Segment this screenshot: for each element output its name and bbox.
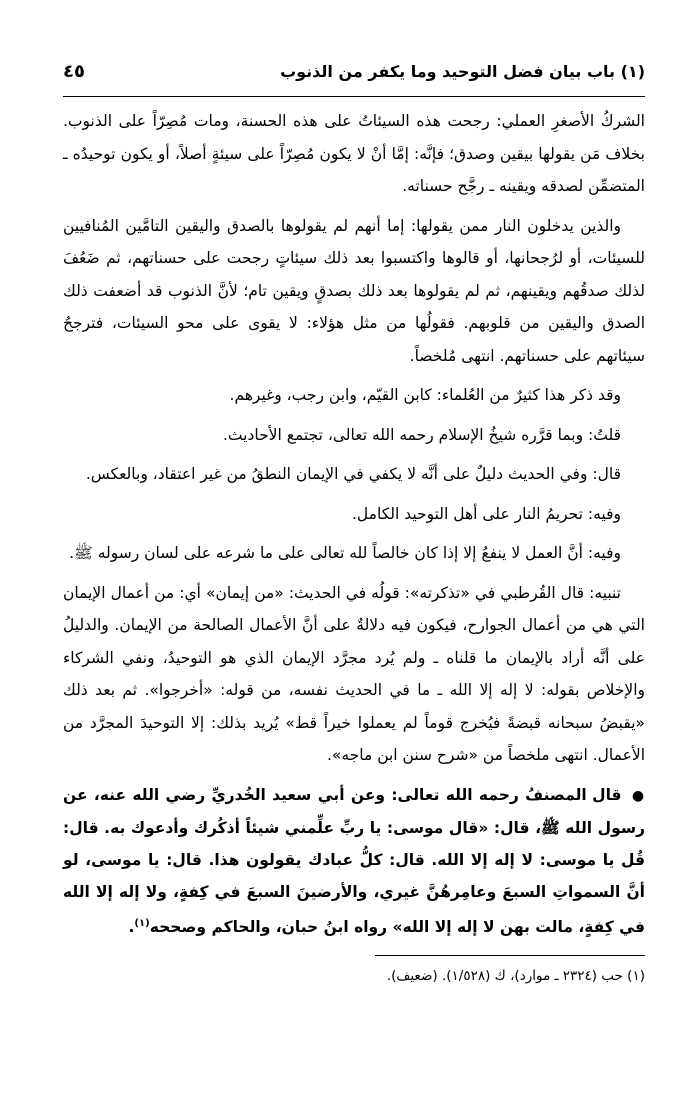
paragraph: وفيه: أنَّ العمل لا ينفعُ إلا إذا كان خالصاً لله تعالى على ما شرعه على لسان رسوله ﷺ. [69, 544, 621, 562]
paragraph: قال: وفي الحديث دليلٌ على أنَّه لا يكفي في الإيمان النطقُ من غير اعتقاد، وبالعكس. [85, 465, 621, 483]
main-text-paragraph [63, 779, 645, 943]
paragraph: وقد ذكر هذا كثيرٌ من العُلماء: كابن القيّم، وابن رجب، وغيرهم. [229, 386, 621, 404]
main-text-body: قال المصنفُ رحمه الله تعالى: وعن أبي سعيد الخُدريِّ رضي الله عنه، عن رسول الله ﷺ، قال: «قال موسى: يا ربِّ علِّمني شيئاً أذكُرك وأدعوك به. قال: قُل يا موسى: لا إله إلا الله. قال: كلُّ عبادك يقولون هذا. قال: يا موسى، لو أنَّ السمواتِ السبعَ وعامِرهُنَّ غيري، والأرضينَ السبعَ في كِفةٍ، ولا إله إلا الله في كِفةٍ، مالت بهن لا إله إلا الله» رواه ابنُ حبان، والحاكم وصححه [63, 785, 645, 936]
paragraph: الشركُ الأصغرِ العملي: رجحت هذه السيئاتُ على هذه الحسنة، ومات مُصِرّاً على الذنوب. بخلاف مَن يقولها بيقين وصدق؛ فإنَّه: إمَّا أنْ لا يكون مُصِرّاً على سيئةٍ أصلاً، أو يكون توحيدُه ـ المتضمِّن لصدقه ويقينه ـ رجَّح حسناته. [63, 112, 645, 195]
page-header [63, 52, 645, 92]
footnote-reference[interactable]: (١) [134, 917, 150, 929]
paragraph: قلتُ: وبما قرَّره شيخُ الإسلام رحمه الله تعالى، تجتمع الأحاديث. [222, 425, 621, 444]
footnote: (١) حب (٢٣٢٤ ـ موارد)، ك (١/٥٢٨). (ضعيف). [386, 967, 645, 984]
paragraph: تنبيه: قال القُرطبي في «تذكرته»: قولُه في الحديث: «من إيمان» أي: من أعمال الإيمان التي هي من أعمال الجوارح، فيكون فيه دلالةٌ على أنَّ الأعمال الصالحة من الإيمان. والدليلُ على أنَّه أراد بالإيمان ما قلناه ـ ولم يُرد مجرَّد الإيمان الذي هو التوحيدُ، ونفي الشركاء والإخلاص بقوله: لا إله إلا الله ـ ما في الحديث نفسه، من قوله: «أخرجوا». ثم بعد ذلك «يقبضُ سبحانه قبضةً فيُخرج قوماً لم يعملوا خيراً قط» يُريد بذلك: إلا التوحيدَ المجرَّد من الأعمال. انتهى ملخصاً من «شرح سنن ابن ماجه». [63, 583, 645, 764]
header-divider [63, 96, 645, 97]
chapter-title: (١) باب بيان فضل التوحيد وما يكفر من الذنوب [280, 62, 645, 81]
bullet-icon: ● [631, 787, 646, 804]
paragraph: وفيه: تحريمُ النار على أهل التوحيد الكامل. [352, 504, 621, 523]
book-page [63, 52, 645, 988]
page-number: ٤٥ [63, 61, 85, 82]
footnote-divider [375, 955, 645, 956]
paragraph: والذين يدخلون النار ممن يقولها: إما أنهم لم يقولوها بالصدق واليقين التامَّين المُنافيين للسيئات، أو لرُجحانها، أو قالوها واكتسبوا بعد ذلك سيئاتٍ رجحت على حسناتهم، ثم ضَعُفَ لذلك صدقُهم ويقينهم، ثم لم يقولوها بعد ذلك بصدقٍ ويقين تام؛ لأنَّ الذنوب قد أضعفت ذلك الصدق واليقين من قلوبهم. فقولُها من مثل هؤلاء: لا يقوى على محو السيئات، فترجحُ سيئاتهم على حسناتهم. انتهى مُلخصاً. [63, 216, 645, 365]
main-text-end: . [128, 917, 135, 936]
